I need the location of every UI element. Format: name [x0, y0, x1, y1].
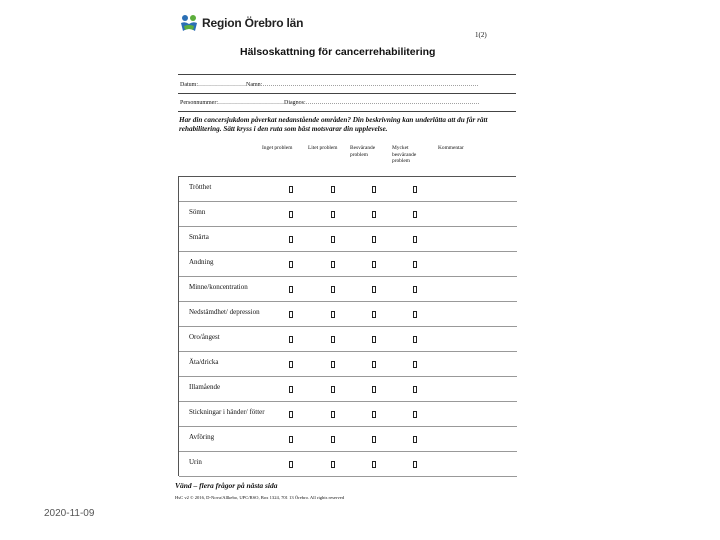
assessment-table [178, 176, 516, 476]
divider [178, 111, 516, 112]
table-row [179, 352, 517, 377]
rating-checkbox[interactable] [331, 186, 335, 193]
rating-checkbox[interactable] [331, 386, 335, 393]
col-header-kommentar: Kommentar [438, 145, 464, 151]
rating-checkbox[interactable] [372, 461, 376, 468]
table-row [179, 377, 517, 402]
table-row [179, 327, 517, 352]
form-title: Hälsoskattning för cancerrehabilitering [240, 46, 436, 58]
rating-checkbox[interactable] [331, 261, 335, 268]
intro-text: Har din cancersjukdom påverkat nedanstående områden? Din beskrivning kan underlätta att du får rätt rehabilitering. Sätt kryss i den ruta som bäst motsvarar din upplevelse. [179, 116, 488, 133]
rating-checkbox[interactable] [331, 411, 335, 418]
rating-checkbox[interactable] [372, 261, 376, 268]
rating-checkbox[interactable] [331, 461, 335, 468]
form-page [170, 8, 520, 504]
personnummer-diagnos-field[interactable]: Personnummer:……………………………Diagnos:…………………………………………………………………………… [180, 100, 480, 106]
rating-checkbox[interactable] [413, 186, 417, 193]
rating-checkbox[interactable] [372, 411, 376, 418]
rating-checkbox[interactable] [372, 311, 376, 318]
row-label: Minne/koncentration [189, 283, 248, 291]
row-label: Sömn [189, 208, 206, 216]
rating-checkbox[interactable] [413, 236, 417, 243]
col-header-mycket: Mycket besvärande problem [392, 145, 417, 164]
rating-checkbox[interactable] [289, 261, 293, 268]
row-label: Äta/dricka [189, 358, 219, 366]
row-label: Stickningar i händer/ fötter [189, 408, 265, 416]
date-name-field[interactable]: Datum:……………………Namn:……………………………………………………………………………………………… [180, 82, 479, 88]
row-label: Illamående [189, 383, 221, 391]
rating-checkbox[interactable] [289, 311, 293, 318]
col-header-inget: Inget problem [262, 145, 293, 151]
row-label: Andning [189, 258, 214, 266]
rating-checkbox[interactable] [413, 286, 417, 293]
rating-checkbox[interactable] [331, 286, 335, 293]
turn-page-note: Vänd – flera frågor på nästa sida [175, 481, 278, 490]
row-label: Urin [189, 458, 202, 466]
divider [178, 74, 516, 75]
row-label: Avföring [189, 433, 215, 441]
rating-checkbox[interactable] [372, 236, 376, 243]
rating-checkbox[interactable] [413, 461, 417, 468]
table-row [179, 402, 517, 427]
rating-checkbox[interactable] [331, 436, 335, 443]
org-name: Region Örebro län [202, 16, 304, 30]
rating-checkbox[interactable] [413, 361, 417, 368]
rating-checkbox[interactable] [372, 211, 376, 218]
col-header-litet: Litet problem [308, 145, 338, 151]
slide-date: 2020-11-09 [44, 508, 95, 519]
table-row [179, 427, 517, 452]
copyright-note: HsC v2 © 2016, D-Nova/Allkebo, UPC/RSO, Box 1324, 701 13 Örebro. All rights reserved [175, 495, 345, 500]
table-row [179, 227, 517, 252]
rating-checkbox[interactable] [413, 336, 417, 343]
rating-checkbox[interactable] [413, 386, 417, 393]
rating-checkbox[interactable] [331, 361, 335, 368]
rating-checkbox[interactable] [372, 361, 376, 368]
page-number: 1(2) [475, 31, 487, 39]
rating-checkbox[interactable] [413, 411, 417, 418]
table-row [179, 252, 517, 277]
table-row [179, 202, 517, 227]
rating-checkbox[interactable] [331, 311, 335, 318]
rating-checkbox[interactable] [372, 186, 376, 193]
rating-checkbox[interactable] [331, 336, 335, 343]
rating-checkbox[interactable] [413, 211, 417, 218]
rating-checkbox[interactable] [413, 261, 417, 268]
rating-checkbox[interactable] [413, 311, 417, 318]
rating-checkbox[interactable] [289, 336, 293, 343]
row-label: Nedstämdhet/ depression [189, 308, 260, 316]
col-header-besvarande: Besvärande problem [350, 145, 376, 158]
rating-checkbox[interactable] [289, 411, 293, 418]
rating-checkbox[interactable] [289, 286, 293, 293]
table-row [179, 302, 517, 327]
rating-checkbox[interactable] [289, 186, 293, 193]
row-label: Oro/ångest [189, 333, 220, 341]
table-row [179, 277, 517, 302]
region-logo-icon [178, 12, 200, 34]
rating-checkbox[interactable] [289, 361, 293, 368]
rating-checkbox[interactable] [372, 286, 376, 293]
table-row [179, 452, 517, 477]
table-row [179, 177, 517, 202]
rating-checkbox[interactable] [289, 461, 293, 468]
rating-checkbox[interactable] [289, 236, 293, 243]
row-label: Trötthet [189, 183, 212, 191]
divider [178, 93, 516, 94]
rating-checkbox[interactable] [289, 386, 293, 393]
rating-checkbox[interactable] [413, 436, 417, 443]
org-logo [178, 12, 303, 34]
rating-checkbox[interactable] [331, 211, 335, 218]
rating-checkbox[interactable] [372, 336, 376, 343]
rating-checkbox[interactable] [289, 436, 293, 443]
row-label: Smärta [189, 233, 209, 241]
rating-checkbox[interactable] [331, 236, 335, 243]
rating-checkbox[interactable] [372, 386, 376, 393]
rating-checkbox[interactable] [372, 436, 376, 443]
rating-checkbox[interactable] [289, 211, 293, 218]
